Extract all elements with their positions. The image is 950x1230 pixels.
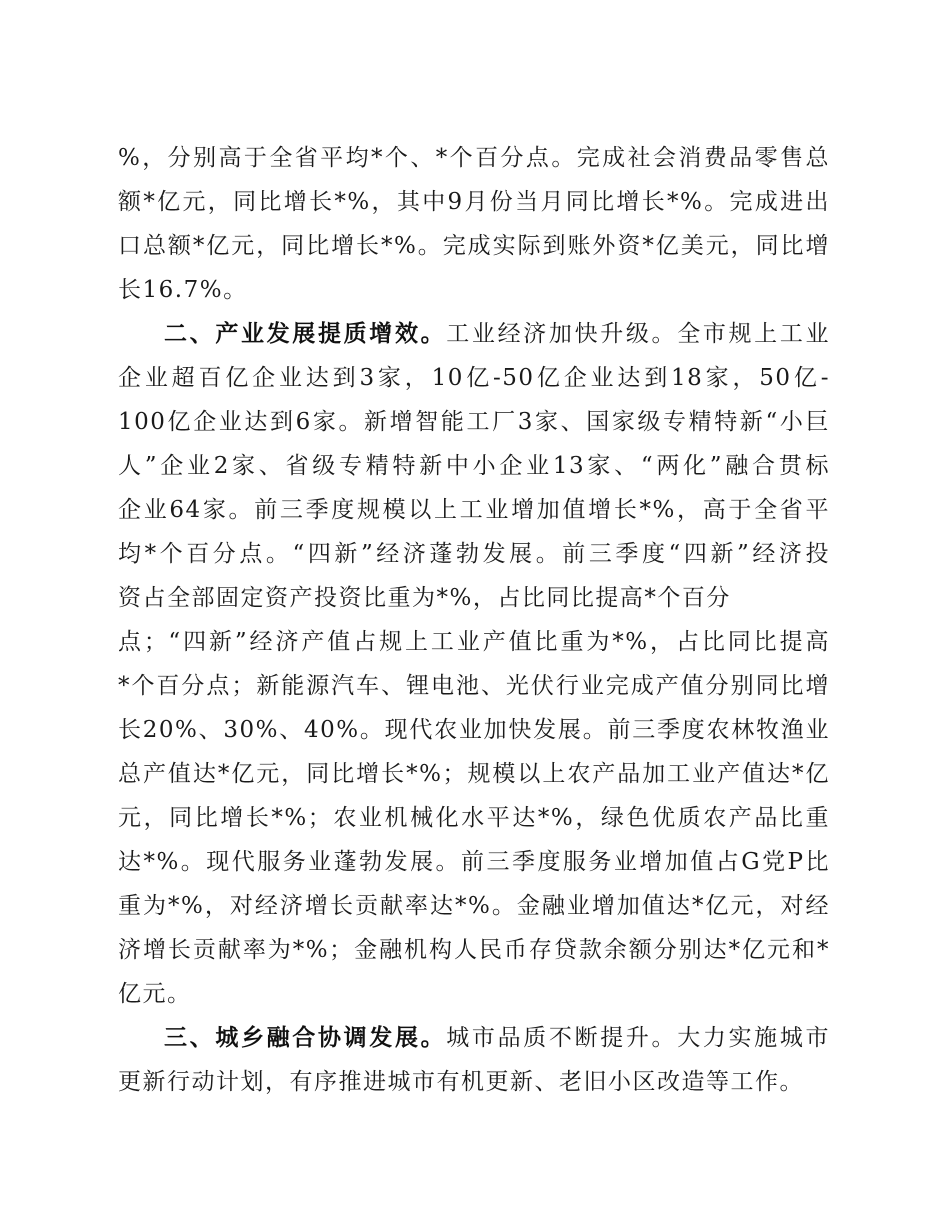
paragraph-line: 达*%。现代服务业蓬勃发展。前三季度服务业增加值占G党P比 (118, 849, 830, 875)
section-heading: 二、产业发展提质增效。 (164, 321, 447, 347)
paragraph-line: 资占全部固定资产投资比重为*%，占比同比提高*个百分 (118, 585, 731, 611)
paragraph-line: %，分别高于全省平均*个、*个百分点。完成社会消费品零售总 (118, 145, 830, 171)
paragraph-line: 点；“四新”经济产值占规上工业产值比重为*%，占比同比提高 (118, 629, 830, 655)
paragraph-line: 均*个百分点。“四新”经济蓬勃发展。前三季度“四新”经济投 (118, 541, 830, 567)
paragraph-line: 长16.7%。 (118, 277, 248, 303)
paragraph-line: 元，同比增长*%；农业机械化水平达*%，绿色优质农产品比重 (118, 805, 830, 831)
paragraph-line: 亿元。 (118, 981, 192, 1007)
paragraph-line: 重为*%，对经济增长贡献率达*%。金融业增加值达*亿元，对经 (118, 893, 830, 919)
paragraph-line: 100亿企业达到6家。新增智能工厂3家、国家级专精特新“小巨 (118, 409, 830, 435)
paragraph-line: 企业64家。前三季度规模以上工业增加值增长*%，高于全省平 (118, 497, 830, 523)
section-heading-line (164, 319, 830, 349)
paragraph-line: *个百分点；新能源汽车、锂电池、光伏行业完成产值分别同比增 (118, 673, 830, 699)
paragraph-line: 长20%、30%、40%。现代农业加快发展。前三季度农林牧渔业 (118, 717, 830, 743)
paragraph-text: 工业经济加快升级。全市规上工业 (446, 321, 831, 347)
paragraph-line: 口总额*亿元，同比增长*%。完成实际到账外资*亿美元，同比增 (118, 233, 830, 259)
section-heading-line (164, 1023, 830, 1053)
paragraph-line: 额*亿元，同比增长*%，其中9月份当月同比增长*%。完成进出 (118, 189, 830, 215)
paragraph-line: 济增长贡献率为*%；金融机构人民币存贷款余额分别达*亿元和* (118, 937, 830, 963)
paragraph-text: 城市品质不断提升。大力实施城市 (446, 1025, 831, 1051)
paragraph-line: 人”企业2家、省级专精特新中小企业13家、“两化”融合贯标 (118, 453, 830, 479)
paragraph-line: 更新行动计划，有序推进城市有机更新、老旧小区改造等工作。 (118, 1069, 804, 1095)
section-heading: 三、城乡融合协调发展。 (164, 1025, 447, 1051)
paragraph-line: 企业超百亿企业达到3家，10亿-50亿企业达到18家，50亿- (118, 365, 830, 391)
paragraph-line: 总产值达*亿元，同比增长*%；规模以上农产品加工业产值达*亿 (118, 761, 830, 787)
